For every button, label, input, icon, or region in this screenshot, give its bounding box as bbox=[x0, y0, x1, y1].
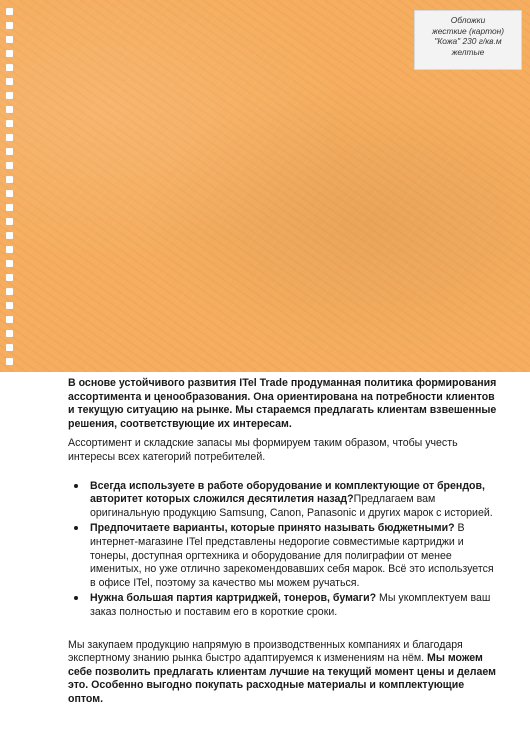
binding-hole bbox=[6, 330, 13, 337]
binding-hole bbox=[6, 316, 13, 323]
cover-label-line: "Кожа" 230 г/кв.м bbox=[434, 36, 502, 46]
document-text bbox=[68, 377, 498, 706]
list-item-bold: Нужна большая партия картриджей, тонеров, бумаги? bbox=[90, 592, 377, 605]
list-item-bold: Предпочитаете варианты, которые принято называть бюджетными? bbox=[90, 522, 455, 535]
binding-hole bbox=[6, 176, 13, 183]
binding-hole bbox=[6, 148, 13, 155]
cover-label bbox=[414, 10, 522, 70]
benefits-list bbox=[68, 479, 498, 620]
binding-hole bbox=[6, 134, 13, 141]
binding-hole bbox=[6, 358, 13, 365]
list-item bbox=[88, 591, 498, 619]
closing-bold-text: Мы можем себе позволить предлагать клиентам лучшие на текущий момент цены и делаем это. Особенно выгодно покупать расходные материалы и комплектующие оптом. bbox=[68, 652, 496, 705]
binding-hole bbox=[6, 120, 13, 127]
binding-hole bbox=[6, 78, 13, 85]
binding-hole bbox=[6, 288, 13, 295]
closing-paragraph bbox=[68, 639, 498, 707]
list-item bbox=[88, 479, 498, 521]
binding-hole bbox=[6, 232, 13, 239]
binding-hole bbox=[6, 260, 13, 267]
binding-hole bbox=[6, 344, 13, 351]
binding-holes bbox=[6, 8, 14, 368]
assortment-paragraph: Ассортимент и складские запасы мы формируем таким образом, чтобы учесть интересы всех категорий потребителей. bbox=[68, 437, 458, 463]
cover-label-line: Обложки bbox=[450, 15, 486, 25]
binding-hole bbox=[6, 36, 13, 43]
binding-hole bbox=[6, 204, 13, 211]
binding-hole bbox=[6, 274, 13, 281]
binding-hole bbox=[6, 190, 13, 197]
binding-hole bbox=[6, 8, 13, 15]
list-item-text: Предлагаем вам оригинальную продукцию Samsung, Canon, Panasonic и других марок с историей. bbox=[90, 493, 493, 519]
binding-hole bbox=[6, 246, 13, 253]
closing-text: Мы закупаем продукцию напрямую в производственных компаниях и благодаря экспертному знанию рынка быстро адаптируемся к изменениям на нём. bbox=[68, 638, 463, 665]
list-item-text: В интернет-магазине ITel представлены недорогие совместимые картриджи и тонеры, доступная оргтехника и оборудование для полиграфии от менее именитых, но уже отлично зарекомендовавших себя марок. Всё это используется в офисе ITel, поэтому за качество мы можем ручаться. bbox=[90, 522, 494, 589]
list-item-bold: Всегда используете в работе оборудование и комплектующие от брендов, авторитет которых сложился десятилетия назад? bbox=[90, 479, 485, 506]
binding-hole bbox=[6, 162, 13, 169]
binding-hole bbox=[6, 50, 13, 57]
list-item bbox=[88, 521, 498, 590]
intro-paragraph: В основе устойчивого развития ITel Trade продуманная политика формирования ассортимента и ценообразования. Она ориентирована на потребности клиентов и текущую ситуацию на рынке. Мы стараемся предлагать клиентам взвешенные решения, соответствующие их интересам. bbox=[68, 377, 497, 430]
list-item-text: Мы укомплектуем ваш заказ полностью и поставим его в короткие сроки. bbox=[90, 592, 491, 618]
binding-hole bbox=[6, 92, 13, 99]
cover-label-line: жесткие (картон) bbox=[431, 25, 505, 36]
binding-hole bbox=[6, 218, 13, 225]
binding-hole bbox=[6, 106, 13, 113]
binding-hole bbox=[6, 302, 13, 309]
cover-sample bbox=[0, 0, 530, 372]
binding-hole bbox=[6, 22, 13, 29]
binding-hole bbox=[6, 64, 13, 71]
cover-label-line: желтые bbox=[451, 46, 485, 57]
